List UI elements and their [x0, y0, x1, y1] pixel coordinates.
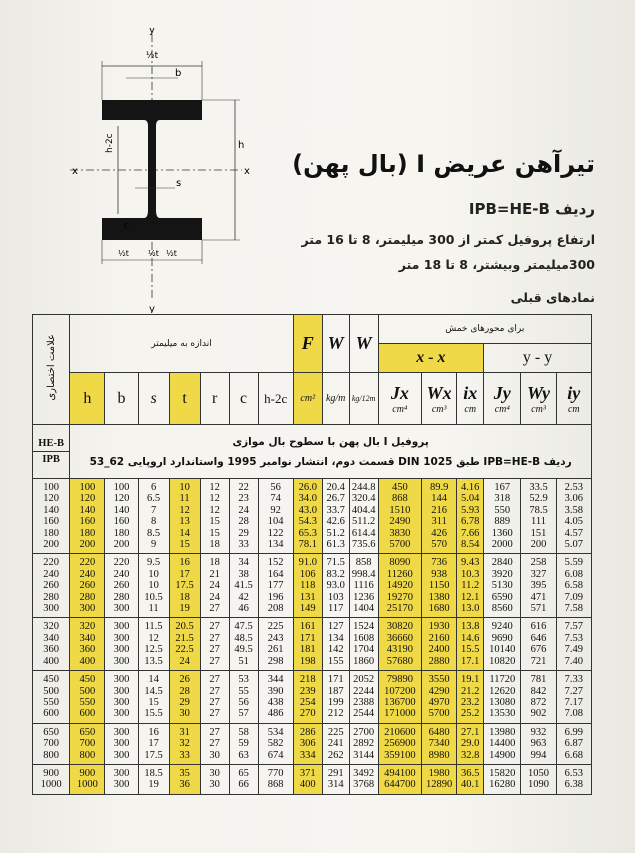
cell-iy: 7.33 7.27 7.17 7.08 [556, 671, 591, 724]
col-r-header: r [200, 373, 229, 425]
cell-name: 900 1000 [33, 764, 70, 794]
cell-s: 9.5 10 10 10.5 11 [138, 554, 169, 618]
cell-Jy: 15820 16280 [484, 764, 521, 794]
cell-Jy: 9240 9690 10140 10820 [484, 618, 521, 671]
col-s-header: s [138, 373, 169, 425]
table-row [33, 554, 592, 618]
cell-b: 300 300 300 300 [105, 618, 138, 671]
y-top-label: y [149, 28, 155, 36]
cell-r: 27 27 27 27 [200, 618, 229, 671]
cell-W12: 3492 3768 [349, 764, 378, 794]
cell-iy: 2.53 3.06 3.58 4.05 4.57 5.07 [556, 479, 591, 554]
cell-name: 220 240 260 280 300 [33, 554, 70, 618]
cell-h: 450 500 550 600 [70, 671, 105, 724]
cell-ix: 36.5 40.1 [457, 764, 484, 794]
length-line-1: ارتفاع پروفیل کمتر از 300 میلیمتر، 8 تا 16 متر [301, 232, 595, 247]
s-label: s [176, 178, 182, 189]
cell-h2c: 56 74 92 104 122 134 [258, 479, 293, 554]
cell-c: 53 55 56 57 [229, 671, 258, 724]
iy-header: iy cm [556, 373, 591, 425]
cell-r: 30 30 [200, 764, 229, 794]
cell-Wy: 258 327 395 471 571 [521, 554, 556, 618]
cell-h: 650 700 800 [70, 723, 105, 764]
cell-c: 58 59 63 [229, 723, 258, 764]
half-s-label: ½t [148, 249, 159, 258]
col-h-header: h [70, 373, 105, 425]
cell-t: 20.5 21.5 22.5 24 [169, 618, 200, 671]
cell-Wy: 1050 1090 [521, 764, 556, 794]
cell-r: 27 27 30 [200, 723, 229, 764]
cell-h: 220 240 260 280 300 [70, 554, 105, 618]
col-h2c-header: h-2c [258, 373, 293, 425]
h2c-label: h-2c [105, 133, 115, 153]
cell-t: 35 36 [169, 764, 200, 794]
cell-iy: 7.57 7.53 7.49 7.40 [556, 618, 591, 671]
cell-Wy: 781 842 872 902 [521, 671, 556, 724]
cell-W: 20.4 26.7 33.7 42.6 51.2 61.3 [322, 479, 349, 554]
page-title: تیرآهن عریض I (بال پهن) [292, 150, 595, 178]
cell-iy: 6.53 6.38 [556, 764, 591, 794]
h-label: h [238, 140, 245, 151]
axes-header: برای محورهای خمش [378, 315, 591, 344]
cell-W12: 858 998.4 1116 1236 1404 [349, 554, 378, 618]
axis-x-header: x - x [378, 344, 484, 373]
cell-Wy: 33.5 52.9 78.5 111 151 200 [521, 479, 556, 554]
cell-Jy: 167 318 550 889 1360 2000 [484, 479, 521, 554]
cell-Jx: 494100 644700 [378, 764, 421, 794]
cell-Wy: 932 963 994 [521, 723, 556, 764]
cell-b: 300 300 [105, 764, 138, 794]
x-right-label: x [244, 166, 250, 177]
cell-W: 171 187 199 212 [322, 671, 349, 724]
cell-t: 16 17 17.5 18 19 [169, 554, 200, 618]
cell-h: 320 340 360 400 [70, 618, 105, 671]
cell-F: 26.0 34.0 43.0 54.3 65.3 78.1 [293, 479, 322, 554]
cell-ix: 4.16 5.04 5.93 6.78 7.66 8.54 [457, 479, 484, 554]
half-t-label: ½t [145, 51, 159, 61]
cell-t: 31 32 33 [169, 723, 200, 764]
cell-W: 291 314 [322, 764, 349, 794]
c-label: c [124, 221, 129, 231]
cell-F: 218 239 254 270 [293, 671, 322, 724]
cell-t: 10 11 12 13 14 15 [169, 479, 200, 554]
F-unit: cm² [293, 373, 322, 425]
row-name: ردیف IPB=HE-B [468, 200, 595, 218]
cell-c: 65 66 [229, 764, 258, 794]
W12-header: W [349, 315, 378, 373]
Wy-header: Wy cm³ [521, 373, 556, 425]
cell-b: 220 240 260 280 300 [105, 554, 138, 618]
r-right-label: ½t [166, 249, 177, 258]
cell-iy: 6.99 6.87 6.68 [556, 723, 591, 764]
cell-c: 47.5 48.5 49.5 51 [229, 618, 258, 671]
cell-F: 91.0 106 118 131 149 [293, 554, 322, 618]
cell-ix: 13.8 14.6 15.5 17.1 [457, 618, 484, 671]
b-label: b [175, 68, 182, 79]
previous-symbols-label: نمادهای قبلی [510, 290, 595, 305]
y-bottom-label: y [149, 304, 155, 313]
designation-cell: HE-B IPB [33, 425, 70, 479]
r-left-label: ½t [118, 249, 129, 258]
x-left-label: x [72, 166, 78, 177]
cell-h2c: 225 243 261 298 [258, 618, 293, 671]
i-beam-cross-section-diagram [60, 28, 270, 313]
axis-y-header: y - y [484, 344, 592, 373]
Jy-header: Jy cm⁴ [484, 373, 521, 425]
cell-Jx: 8090 11260 14920 19270 25170 [378, 554, 421, 618]
cell-h: 900 1000 [70, 764, 105, 794]
table-row [33, 479, 592, 554]
Wx-header: Wx cm³ [422, 373, 457, 425]
length-line-2: 300میلیمتر وبیشتر، 8 تا 18 متر [398, 257, 595, 272]
cell-F: 161 171 181 198 [293, 618, 322, 671]
W12-unit: kg/12m [349, 373, 378, 425]
table-body [33, 479, 592, 795]
cell-ix: 27.1 29.0 32.8 [457, 723, 484, 764]
trademark-header: علامت اختصاری [33, 315, 70, 425]
cell-Wy: 616 646 676 721 [521, 618, 556, 671]
cell-W: 71.5 83.2 93.0 103 117 [322, 554, 349, 618]
cell-s: 18.5 19 [138, 764, 169, 794]
cell-W12: 1524 1608 1704 1860 [349, 618, 378, 671]
cell-Wx: 6480 7340 8980 [422, 723, 457, 764]
cell-Jy: 13980 14400 14900 [484, 723, 521, 764]
W-unit: kg/m [322, 373, 349, 425]
cell-r: 27 27 27 27 [200, 671, 229, 724]
dimensions-header: اندازه به میلیمتر [70, 315, 294, 373]
cell-b: 100 120 140 160 180 200 [105, 479, 138, 554]
table-row [33, 618, 592, 671]
cell-ix: 19.1 21.2 23.2 25.2 [457, 671, 484, 724]
cell-Jx: 450 868 1510 2490 3830 5700 [378, 479, 421, 554]
cell-W: 127 134 142 155 [322, 618, 349, 671]
cell-W12: 2700 2892 3144 [349, 723, 378, 764]
cell-F: 286 306 334 [293, 723, 322, 764]
cell-name: 450 500 550 600 [33, 671, 70, 724]
cell-W12: 2052 2244 2388 2544 [349, 671, 378, 724]
cell-s: 11.5 12 12.5 13.5 [138, 618, 169, 671]
col-t-header: t [169, 373, 200, 425]
cell-h2c: 770 868 [258, 764, 293, 794]
Jx-header: Jx cm⁴ [378, 373, 421, 425]
section-title: پروفیل I بال پهن با سطوح بال موازی ردیف IPB=HE-B طبق DIN 1025 قسمت دوم، انتشار نوامبر 1995 واستاندارد اروپایی 62_53 [70, 425, 592, 479]
cell-Jy: 2840 3920 5130 6590 8560 [484, 554, 521, 618]
cell-Wx: 1980 12890 [422, 764, 457, 794]
cell-c: 22 23 24 28 29 33 [229, 479, 258, 554]
cell-h2c: 534 582 674 [258, 723, 293, 764]
F-header: F [293, 315, 322, 373]
cell-t: 26 28 29 30 [169, 671, 200, 724]
col-c-header: c [229, 373, 258, 425]
cell-s: 14 14.5 15 15.5 [138, 671, 169, 724]
W-header: W [322, 315, 349, 373]
cell-s: 16 17 17.5 [138, 723, 169, 764]
cell-name: 320 340 360 400 [33, 618, 70, 671]
table-row [33, 723, 592, 764]
cell-b: 300 300 300 300 [105, 671, 138, 724]
profile-table [32, 314, 592, 795]
cell-r: 18 21 24 24 27 [200, 554, 229, 618]
cell-ix: 9.43 10.3 11.2 12.1 13.0 [457, 554, 484, 618]
cell-b: 300 300 300 [105, 723, 138, 764]
cell-h2c: 152 164 177 196 208 [258, 554, 293, 618]
col-b-header: b [105, 373, 138, 425]
ix-header: ix cm [457, 373, 484, 425]
cell-h: 100 120 140 160 180 200 [70, 479, 105, 554]
cell-h2c: 344 390 438 486 [258, 671, 293, 724]
cell-Wx: 736 938 1150 1380 1680 [422, 554, 457, 618]
cell-Wx: 1930 2160 2400 2880 [422, 618, 457, 671]
cell-r: 12 12 12 15 15 18 [200, 479, 229, 554]
cell-Wx: 89.9 144 216 311 426 570 [422, 479, 457, 554]
cell-Jx: 79890 107200 136700 171000 [378, 671, 421, 724]
cell-Wx: 3550 4290 4970 5700 [422, 671, 457, 724]
cell-Jx: 30820 36660 43190 57680 [378, 618, 421, 671]
cell-name: 100 120 140 160 180 200 [33, 479, 70, 554]
table-row [33, 671, 592, 724]
table-row [33, 764, 592, 794]
cell-W12: 244.8 320.4 404.4 511.2 614.4 735.6 [349, 479, 378, 554]
cell-Jy: 11720 12620 13080 13530 [484, 671, 521, 724]
cell-iy: 5.59 6.08 6.58 7.09 7.58 [556, 554, 591, 618]
cell-W: 225 241 262 [322, 723, 349, 764]
cell-F: 371 400 [293, 764, 322, 794]
cell-s: 6 6.5 7 8 8.5 9 [138, 479, 169, 554]
cell-Jx: 210600 256900 359100 [378, 723, 421, 764]
cell-c: 34 38 41.5 42 46 [229, 554, 258, 618]
cell-name: 650 700 800 [33, 723, 70, 764]
